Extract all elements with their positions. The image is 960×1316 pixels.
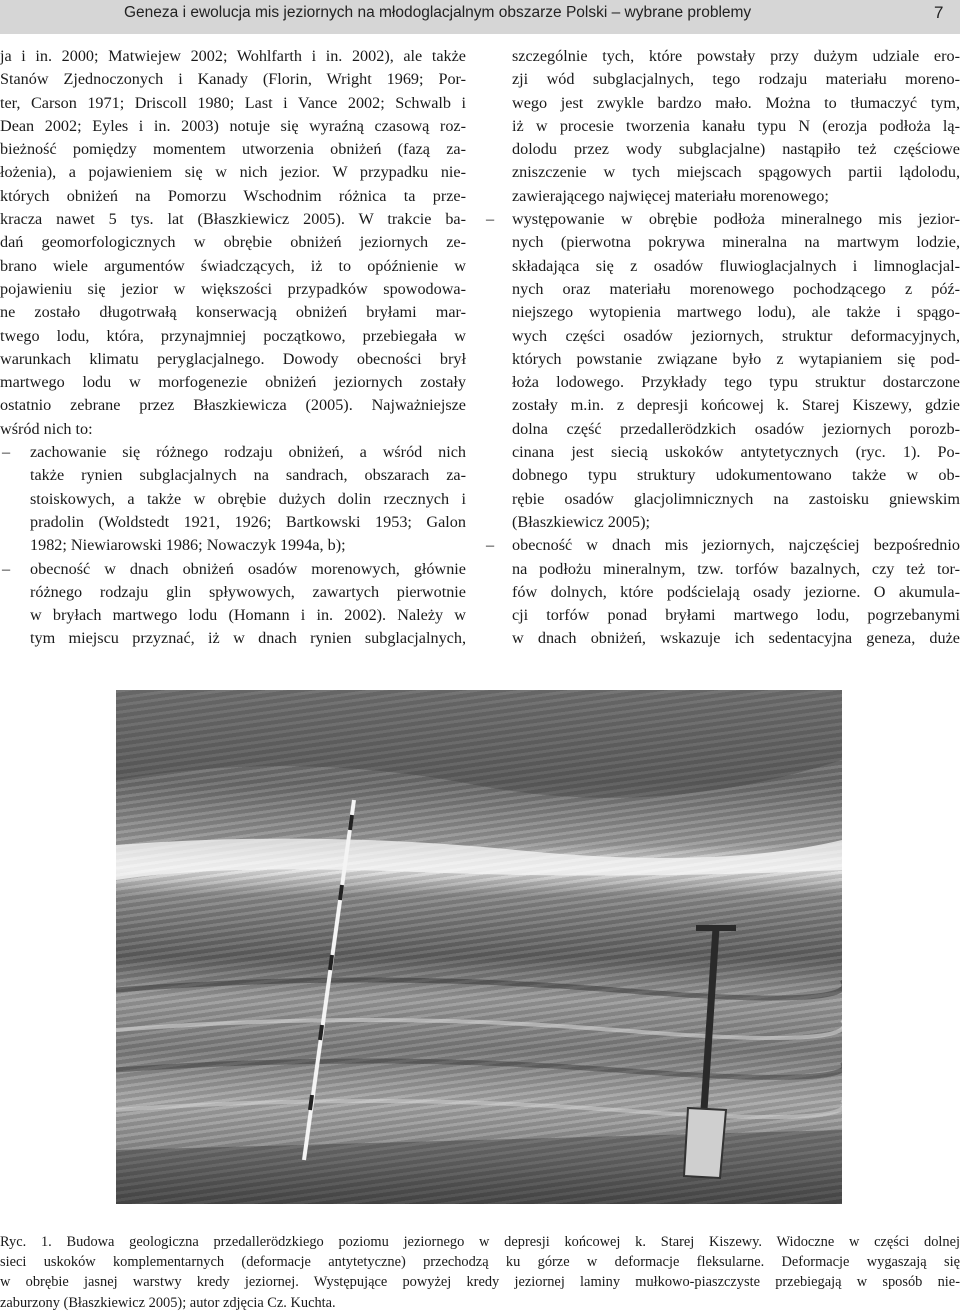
text-line: dobnego typu struktury udokumentowano także w ob-: [512, 466, 960, 485]
text-line: szczególnie tych, które powstały przy dużym udziale ero-: [512, 47, 960, 65]
text-line: nych (pierwotna pokrywa mineralna na martwym lodzie,: [512, 233, 960, 252]
list-dash: –: [2, 443, 11, 462]
text-line: na podłożu mineralnym, tzw. torfów bazalnych, czy też tor-: [512, 559, 960, 578]
text-line: nych oraz materiału morenowego pochodzącego z póź-: [512, 279, 960, 298]
bullet-text: [512, 208, 960, 534]
text-line: iż w procesie tworzenia kanału typu N (erozja podłoża lą-: [512, 116, 960, 135]
caption-line: sieci uskoków komplementarnych (deformacje antytetyczne) przechodzą ku górze w deformacje fleksularne. Deformacje wygaszają się: [0, 1254, 960, 1271]
text-line: (Błaszkiewicz 2005);: [512, 512, 650, 531]
text-line: cji torfów ponad bryłami martwego lodu, pogrzebanymi: [512, 606, 960, 625]
bullet-text: [30, 441, 466, 557]
text-line: kracza nawet 5 tys. lat (Błaszkiewicz 2005). W trakcie ba-: [0, 210, 466, 229]
text-line: ostatnio zebrane przez Błaszkiewicza (2005). Najważniejsze: [0, 396, 466, 415]
list-item: [0, 558, 466, 651]
text-line: zachowanie się różnego rodzaju obniżeń, a wśród nich: [30, 443, 466, 462]
text-line: zostały m.in. z depresji końcowej k. Starej Kiszewy, gdzie: [512, 396, 960, 415]
list-item: [484, 208, 960, 534]
caption-line: w obrębie jasnej warstwy kredy jeziornej. Występujące powyżej kredy jeziornej laminy mułkowo-piaszczyste przebiegają w sposób nie-: [0, 1274, 960, 1291]
photo-sketch: [116, 690, 842, 1204]
text-line: Stanów Zjednoczonych i Kanady (Florin, Wright 1969; Por-: [0, 70, 466, 89]
caption-line: Ryc. 1. Budowa geologiczna przedallerödzkiego poziomu jeziornego w depresji końcowej k. Starej Kiszewy. Widoczne w części dolnej: [0, 1234, 960, 1250]
list-item: [0, 441, 466, 557]
text-line: różnego rodzaju glin spływowych, zawartych pierwotnie: [30, 582, 466, 601]
text-line: w bryłach martwego lodu (Homann i in. 2002). Należy w: [30, 606, 466, 625]
text-line: niejszego wytopienia martwego lodu), ale także i spągo-: [512, 303, 960, 322]
right-column: [484, 45, 960, 651]
text-line: wśród nich to:: [0, 419, 93, 438]
text-line: pradolin (Woldstedt 1921, 1926; Bartkowski 1953; Galon: [30, 512, 466, 531]
text-line: zji wód subglacjalnych, tego rodzaju materiału moreno-: [512, 70, 960, 89]
text-line: warunkach klimatu peryglacjalnego. Dowody obecności brył: [0, 349, 466, 368]
left-intro-paragraph: [0, 45, 466, 441]
text-line: łoża lodowego. Przykłady tego typu struktur dostarczone: [512, 373, 960, 392]
text-line: pojawieniu się jezior w większości przypadków spowodowa-: [0, 279, 466, 298]
text-line: łożenia), a pojawieniem się w nich jezior. W przypadku nie-: [0, 163, 466, 182]
text-line: zawierającego najwięcej materiału morenowego;: [512, 186, 829, 205]
bullet-text: [512, 534, 960, 650]
text-line: fów dolnych, które podścielają osady jeziorne. O akumula-: [512, 582, 960, 601]
page-number: 7: [934, 3, 944, 22]
list-dash: –: [486, 536, 495, 555]
bullet-text: [30, 558, 466, 651]
text-line: wego jest zwykle bardzo mało. Można to tłumaczyć tym,: [512, 93, 960, 112]
right-intro-paragraph: [484, 45, 960, 208]
list-dash: –: [486, 210, 495, 229]
text-line: wych części osadów jeziornych, struktur deformacyjnych,: [512, 326, 960, 345]
text-line: w dnach obniżeń, wskazuje ich sedentacyjna geneza, duże: [512, 629, 960, 648]
running-header: [0, 0, 960, 34]
text-line: obecność w dnach obniżeń osadów morenowych, głównie: [30, 559, 466, 578]
text-line: bieżność pomiędzy momentem utworzenia obniżeń (fazą za-: [0, 140, 466, 159]
text-line: obecność w dnach mis jeziornych, najczęściej bezpośrednio: [512, 536, 960, 555]
figure-photo-geological-section: [116, 690, 842, 1204]
text-line: składająca się z osadów fluwioglacjalnych i limnoglacjal-: [512, 256, 960, 275]
text-line: brano wiele argumentów świadczących, iż to opóźnienie w: [0, 256, 466, 275]
text-line: dolodu przez wody subglacjalne) nastąpiło też częściowe: [512, 140, 960, 159]
text-line: także rynien subglacjalnych na sandrach, obszarach za-: [30, 466, 466, 485]
text-line: dolna część przedallerödzkich osadów jeziornych porozb-: [512, 419, 960, 438]
text-line: których powstanie związane było z wytapianiem się pod-: [512, 349, 960, 368]
caption-line: zaburzony (Błaszkiewicz 2005); autor zdjęcia Cz. Kuchta.: [0, 1294, 336, 1311]
text-line: Dean 2002; Eyles i in. 2003) notuje się wyraźną czasową roz-: [0, 116, 466, 135]
text-line: występowanie w obrębie podłoża mineralnego mis jezior-: [512, 210, 960, 229]
text-line: ter, Carson 1971; Driscoll 1980; Last i Vance 2002; Schwalb i: [0, 93, 466, 112]
text-line: których obniżeń na Pomorzu Wschodnim różnica ta prze-: [0, 186, 466, 205]
list-item: [484, 534, 960, 650]
text-line: zniszczenie w tych miejscach spągowych partii lądolodu,: [512, 163, 960, 182]
text-line: 1982; Niewiarowski 1986; Nowaczyk 1994a, b);: [30, 536, 346, 555]
text-line: ja i in. 2000; Matwiejew 2002; Wohlfarth i in. 2002), ale także: [0, 47, 466, 65]
text-line: dań geomorfologicznych w obrębie obniżeń jeziornych ze-: [0, 233, 466, 252]
text-line: stoiskowych, a także w obrębie dużych dolin rzecznych i: [30, 489, 466, 508]
text-line: twego lodu, która, przynajmniej początkowo, przebiegała w: [0, 326, 466, 345]
running-header-title: Geneza i ewolucja mis jeziornych na młodoglacjalnym obszarze Polski – wybrane problemy: [124, 4, 752, 21]
list-dash: –: [2, 559, 11, 578]
text-line: ne zostało długotrwałą konserwacją obniżeń bryłami mar-: [0, 303, 466, 322]
text-line: tym miejscu przyznać, iż w dnach rynien subglacjalnych,: [30, 629, 466, 648]
text-line: rębie osadów glacjolimnicznych na zastoisku gniewskim: [512, 489, 960, 508]
text-line: cinana jest siecią uskoków antytetycznych (ryc. 1). Po-: [512, 443, 960, 462]
figure-caption: [0, 1232, 960, 1313]
left-column: [0, 45, 466, 651]
text-line: martwego lodu w morfogenezie obniżeń jeziornych zostały: [0, 373, 466, 392]
